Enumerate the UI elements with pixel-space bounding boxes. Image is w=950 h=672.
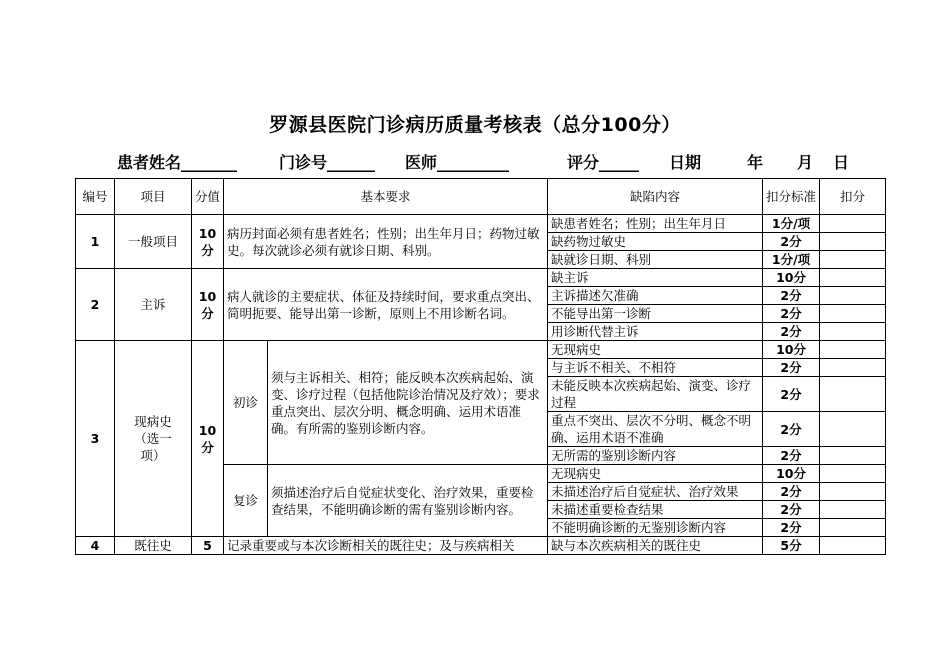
- defect-cell: 未描述重要检查结果: [548, 501, 763, 519]
- deduct-input[interactable]: [820, 287, 886, 305]
- page-title: 罗源县医院门诊病历质量考核表（总分100分）: [269, 114, 681, 136]
- deduct-std-cell: 1分/项: [763, 215, 820, 233]
- deduct-std-cell: 2分: [763, 519, 820, 537]
- sub-item-label: 复诊: [224, 465, 268, 537]
- deduct-std-cell: 2分: [763, 287, 820, 305]
- header-points: 分值: [192, 179, 224, 215]
- deduct-std-cell: 2分: [763, 501, 820, 519]
- deduct-input[interactable]: [820, 305, 886, 323]
- defect-cell: 未描述治疗后自觉症状、治疗效果: [548, 483, 763, 501]
- header-defect: 缺陷内容: [548, 179, 763, 215]
- header-item: 项目: [115, 179, 192, 215]
- row-requirement: 须与主诉相关、相符；能反映本次疾病起始、演变、诊疗过程（包括他院诊治情况及疗效）；要求重点突出、层次分明、概念明确、运用术语准确。有所需的鉴别诊断内容。: [268, 341, 548, 465]
- defect-cell: 无现病史: [548, 465, 763, 483]
- deduct-std-cell: 5分: [763, 537, 820, 555]
- row-points: 10分: [192, 341, 224, 537]
- deduct-std-cell: 2分: [763, 447, 820, 465]
- deduct-std-cell: 10分: [763, 269, 820, 287]
- day-label: 日: [833, 153, 850, 172]
- deduct-std-cell: 1分/项: [763, 251, 820, 269]
- deduct-input[interactable]: [820, 483, 886, 501]
- header-requirement: 基本要求: [224, 179, 548, 215]
- defect-cell: 无所需的鉴别诊断内容: [548, 447, 763, 465]
- doctor-field[interactable]: 医师_________: [405, 153, 510, 172]
- deduct-std-cell: 2分: [763, 377, 820, 412]
- deduct-input[interactable]: [820, 323, 886, 341]
- defect-cell: 缺药物过敏史: [548, 233, 763, 251]
- clinic-no-field[interactable]: 门诊号______: [279, 153, 376, 172]
- row-requirement: 病历封面必须有患者姓名；性别；出生年月日；药物过敏史。每次就诊必须有就诊日期、科别。: [224, 215, 548, 269]
- table-row: [76, 215, 886, 233]
- deduct-std-cell: 2分: [763, 412, 820, 447]
- row-item: 主诉: [115, 269, 192, 341]
- deduct-input[interactable]: [820, 519, 886, 537]
- year-label: 年: [747, 153, 764, 172]
- defect-cell: 用诊断代替主诉: [548, 323, 763, 341]
- table-header-row: [76, 179, 886, 215]
- deduct-input[interactable]: [820, 537, 886, 555]
- row-no: 3: [76, 341, 115, 537]
- row-points: 10分: [192, 269, 224, 341]
- patient-info-line: [117, 150, 877, 173]
- defect-cell: 不能导出第一诊断: [548, 305, 763, 323]
- table-row: [76, 341, 886, 359]
- defect-cell: 不能明确诊断的无鉴别诊断内容: [548, 519, 763, 537]
- row-no: 2: [76, 269, 115, 341]
- deduct-input[interactable]: [820, 269, 886, 287]
- month-label: 月: [797, 153, 814, 172]
- date-label: 日期: [669, 153, 702, 172]
- patient-name-field[interactable]: 患者姓名_______: [117, 153, 238, 172]
- defect-cell: 主诉描述欠准确: [548, 287, 763, 305]
- defect-cell: 缺就诊日期、科别: [548, 251, 763, 269]
- sub-item-label: 初诊: [224, 341, 268, 465]
- defect-cell: 缺主诉: [548, 269, 763, 287]
- deduct-input[interactable]: [820, 359, 886, 377]
- row-requirement: 病人就诊的主要症状、体征及持续时间，要求重点突出、简明扼要、能导出第一诊断，原则上不用诊断名词。: [224, 269, 548, 341]
- deduct-std-cell: 2分: [763, 359, 820, 377]
- row-item: 现病史（选一项）: [115, 341, 192, 537]
- defect-cell: 未能反映本次疾病起始、演变、诊疗过程: [548, 377, 763, 412]
- score-field[interactable]: 评分_____: [567, 153, 640, 172]
- deduct-input[interactable]: [820, 341, 886, 359]
- deduct-std-cell: 2分: [763, 305, 820, 323]
- table-row: [76, 537, 886, 555]
- row-item: 既往史: [115, 537, 192, 555]
- deduct-std-cell: 2分: [763, 483, 820, 501]
- deduct-input[interactable]: [820, 465, 886, 483]
- deduct-input[interactable]: [820, 447, 886, 465]
- row-no: 1: [76, 215, 115, 269]
- deduct-input[interactable]: [820, 501, 886, 519]
- defect-cell: 缺患者姓名；性别；出生年月日: [548, 215, 763, 233]
- deduct-input[interactable]: [820, 233, 886, 251]
- deduct-std-cell: 2分: [763, 323, 820, 341]
- row-item: 一般项目: [115, 215, 192, 269]
- deduct-std-cell: 10分: [763, 341, 820, 359]
- deduct-input[interactable]: [820, 251, 886, 269]
- deduct-input[interactable]: [820, 412, 886, 447]
- row-no: 4: [76, 537, 115, 555]
- deduct-std-cell: 2分: [763, 233, 820, 251]
- defect-cell: 与主诉不相关、不相符: [548, 359, 763, 377]
- deduct-input[interactable]: [820, 215, 886, 233]
- defect-cell: 缺与本次疾病相关的既往史: [548, 537, 763, 555]
- assessment-table: [75, 178, 886, 555]
- header-no: 编号: [76, 179, 115, 215]
- table-row: [76, 269, 886, 287]
- row-requirement: 须描述治疗后自觉症状变化、治疗效果，重要检查结果，不能明确诊断的需有鉴别诊断内容。: [268, 465, 548, 537]
- defect-cell: 无现病史: [548, 341, 763, 359]
- header-deduct: 扣分: [820, 179, 886, 215]
- deduct-input[interactable]: [820, 377, 886, 412]
- deduct-std-cell: 10分: [763, 465, 820, 483]
- header-deduct-std: 扣分标准: [763, 179, 820, 215]
- row-points: 10分: [192, 215, 224, 269]
- row-requirement: 记录重要或与本次诊断相关的既往史；及与疾病相关: [224, 537, 548, 555]
- defect-cell: 重点不突出、层次不分明、概念不明确、运用术语不准确: [548, 412, 763, 447]
- row-points: 5: [192, 537, 224, 555]
